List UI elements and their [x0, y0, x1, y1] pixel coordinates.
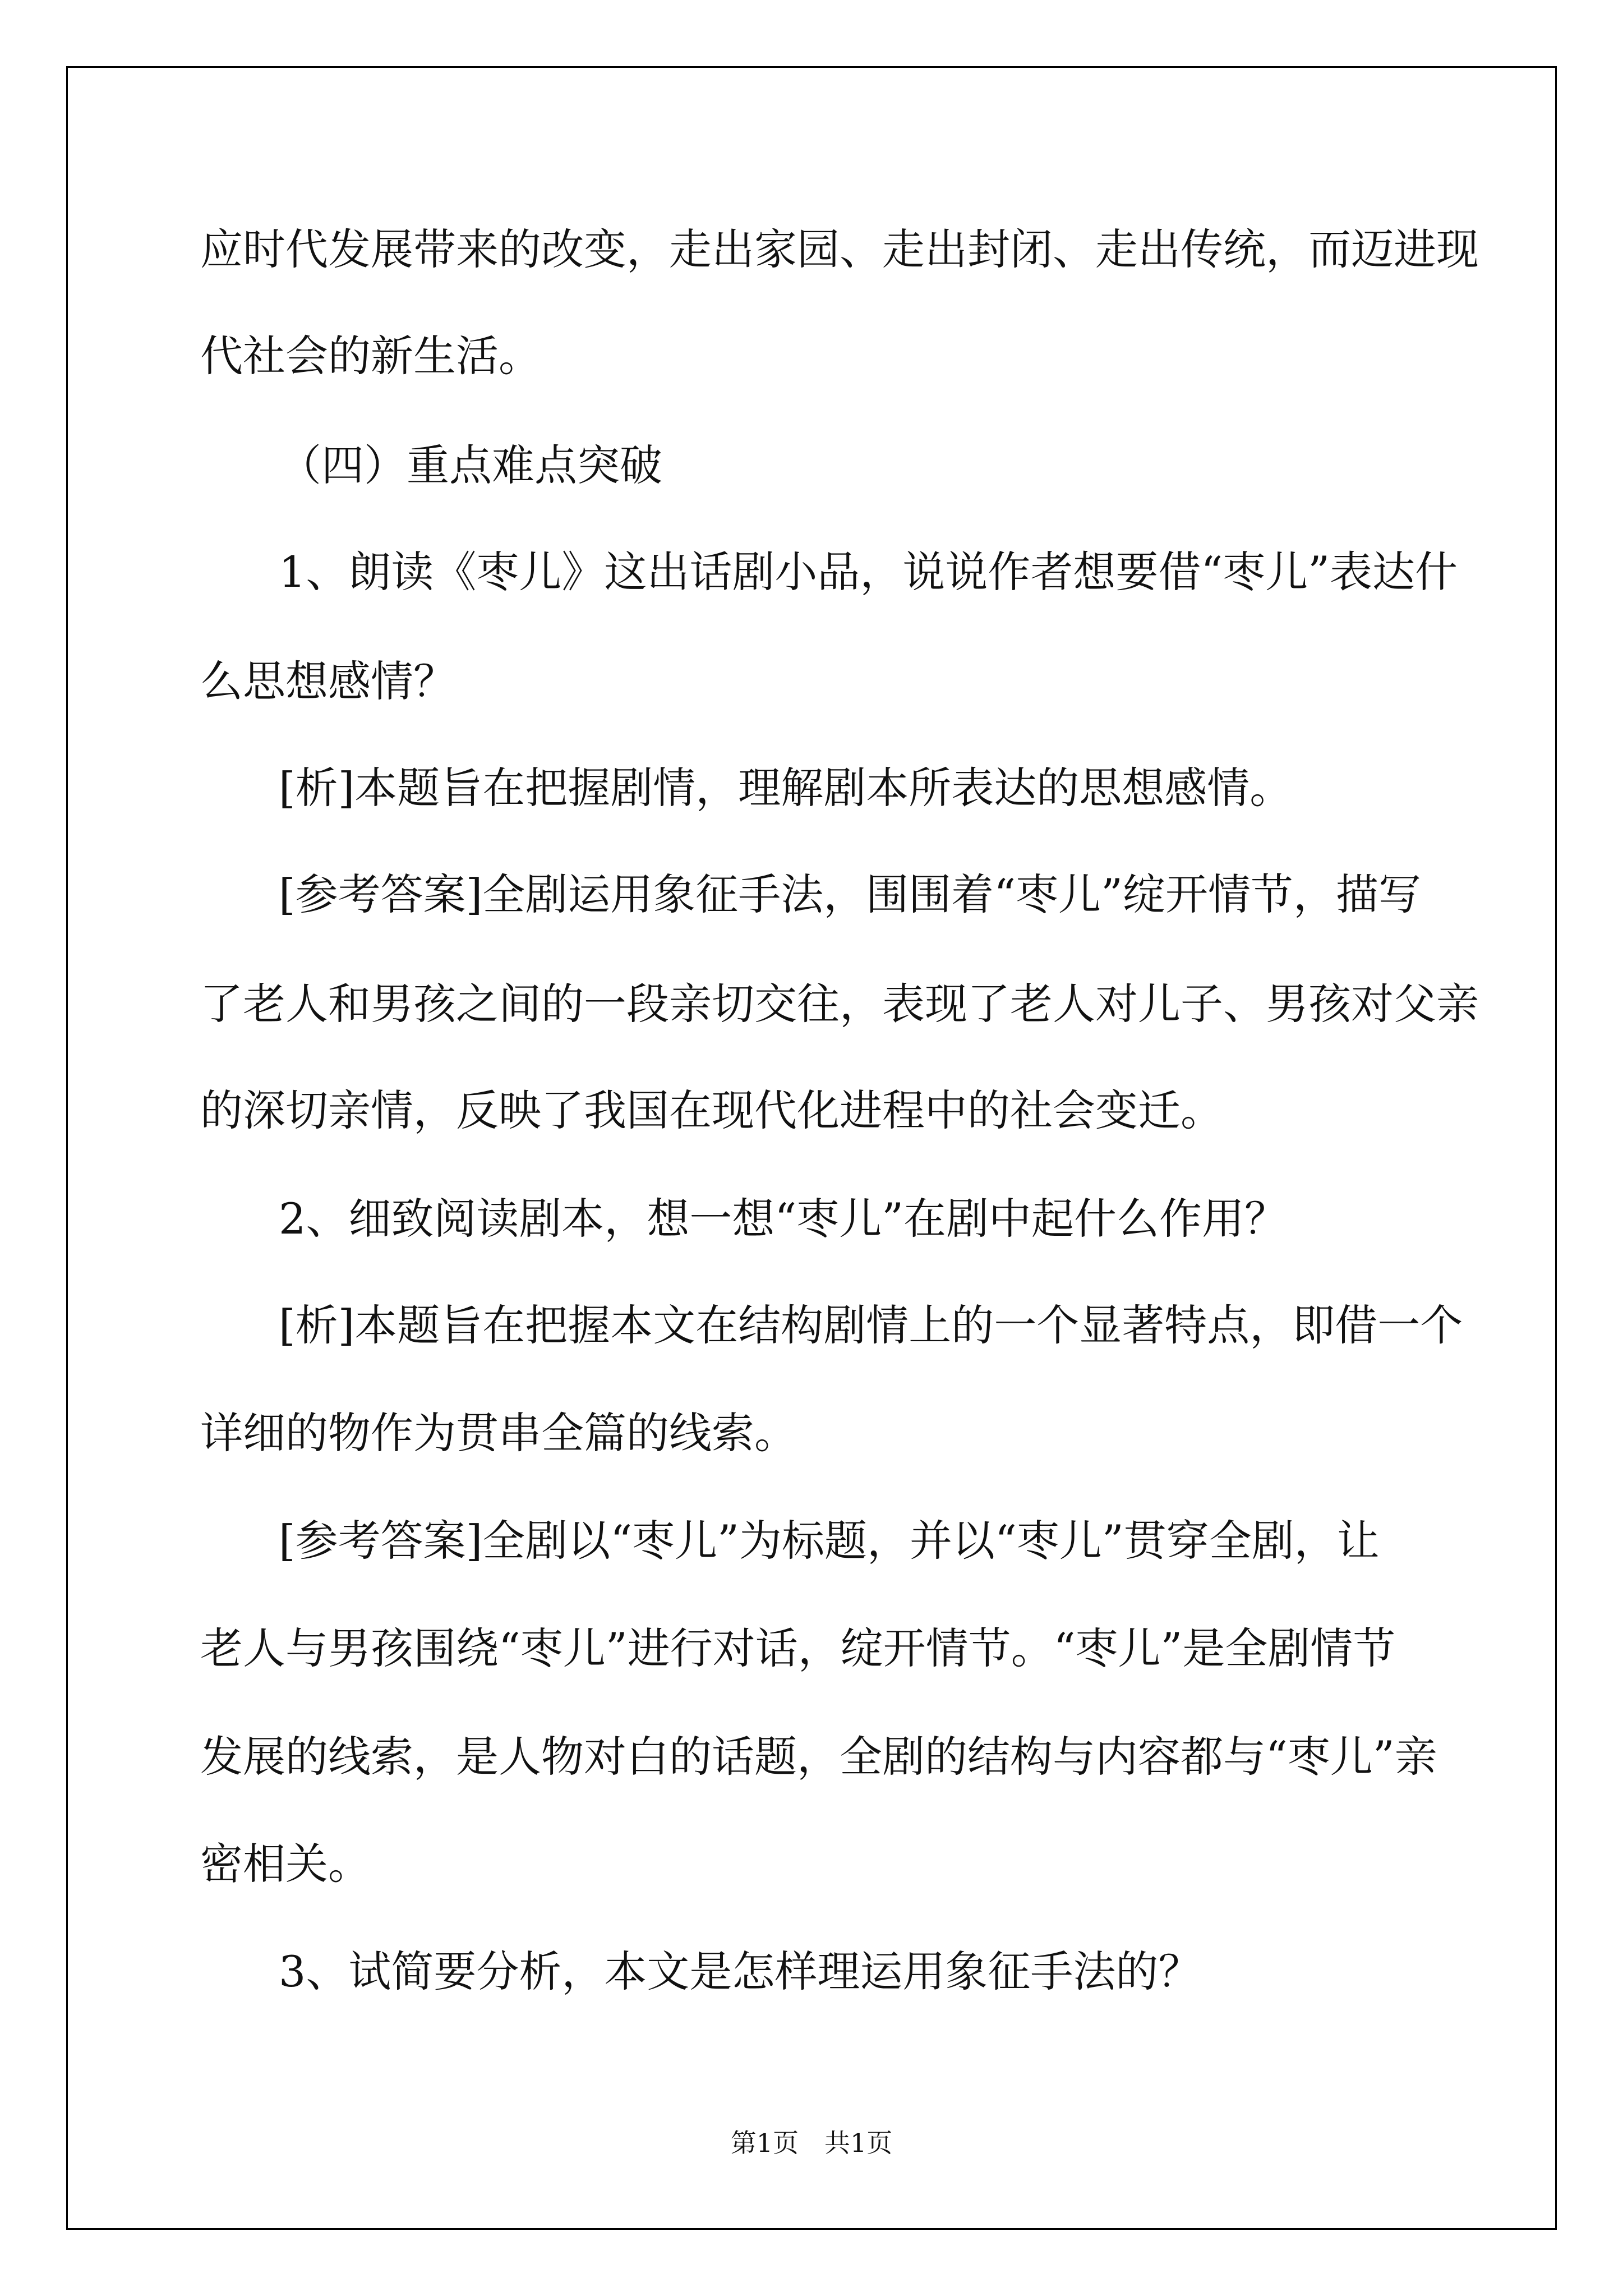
- page-border: [66, 66, 1557, 2230]
- analysis-2-line-1: [析]本题旨在把握本文在结构剧情上的一个显著特点，即借一个: [279, 1300, 1463, 1350]
- answer-2-line-3: 发展的线索，是人物对白的话题，全剧的结构与内容都与“枣儿”亲: [200, 1732, 1437, 1782]
- answer-1-line-1: [参考答案]全剧运用象征手法，围围着“枣儿”绽开情节，描写: [279, 869, 1422, 919]
- page-number-footer: 第1页 共1页: [730, 2128, 893, 2158]
- analysis-1: [析]本题旨在把握剧情，理解剧本所表达的思想感情。: [279, 763, 1293, 813]
- text-line-1: 应时代发展带来的改变，走出家园、走出封闭、走出传统，而迈进现: [200, 224, 1479, 274]
- text-line-2: 代社会的新生活。: [200, 331, 541, 381]
- answer-2-line-1: [参考答案]全剧以“枣儿”为标题，并以“枣儿”贯穿全剧，让: [279, 1516, 1380, 1566]
- answer-2-line-4: 密相关。: [200, 1839, 371, 1889]
- question-3: 3、试简要分析，本文是怎样理运用象征手法的？: [279, 1947, 1201, 1996]
- answer-1-line-2: 了老人和男孩之间的一段亲切交往，表现了老人对儿子、男孩对父亲: [200, 979, 1479, 1029]
- question-1-line-1: 1、朗读《枣儿》这出话剧小品，说说作者想要借“枣儿”表达什: [279, 547, 1458, 597]
- question-2: 2、细致阅读剧本，想一想“枣儿”在剧中起什么作用？: [279, 1194, 1288, 1244]
- analysis-2-line-2: 详细的物作为贯串全篇的线索。: [200, 1408, 797, 1458]
- answer-2-line-2: 老人与男孩围绕“枣儿”进行对话，绽开情节。“枣儿”是全剧情节: [200, 1623, 1396, 1673]
- question-1-line-2: 么思想感情？: [200, 656, 456, 706]
- section-heading: （四）重点难点突破: [279, 440, 662, 490]
- answer-1-line-3: 的深切亲情，反映了我国在现代化进程中的社会变迁。: [200, 1085, 1223, 1135]
